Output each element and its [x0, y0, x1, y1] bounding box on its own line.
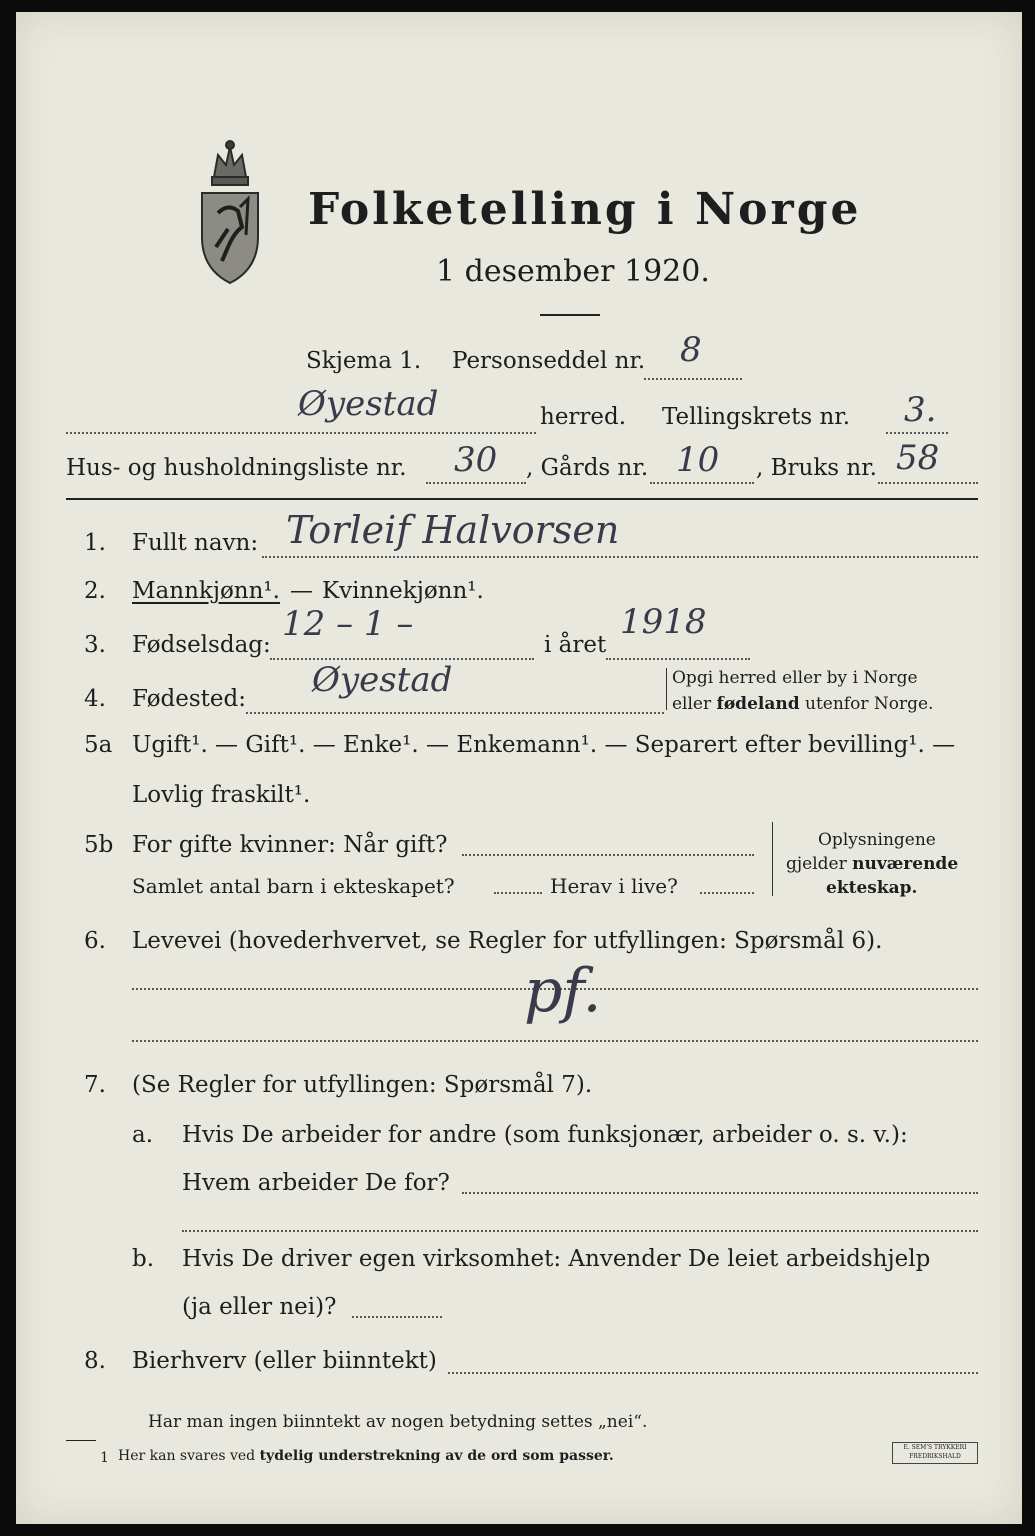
gards-value[interactable]: 10 [676, 440, 720, 480]
birth-day-value[interactable]: 12 – 1 – [282, 604, 414, 644]
bruks-value[interactable]: 58 [896, 438, 940, 478]
q7-number: 7. [84, 1072, 106, 1098]
marital-status-divorced[interactable]: Lovlig fraskilt¹. [132, 782, 311, 808]
q7b-text: Hvis De driver egen virksomhet: Anvender De leiet arbeidshjelp [182, 1246, 931, 1272]
q7-label: (Se Regler for utfyllingen: Spørsmål 7). [132, 1072, 593, 1098]
occupation-value[interactable]: pf. [524, 956, 602, 1026]
q8-number: 8. [84, 1348, 106, 1374]
female-option[interactable]: Kvinnekjønn¹. [322, 578, 484, 604]
q5a-number: 5a [84, 732, 113, 758]
q5b-note-line2: gjelder nuværende [786, 854, 959, 874]
footnote-text: Her kan svares ved tydelig understrekning av de ord som passer. [118, 1448, 614, 1464]
personseddel-value[interactable]: 8 [680, 330, 702, 370]
q3-label: Fødselsdag: [132, 632, 271, 658]
married-when-label: For gifte kvinner: Når gift? [132, 832, 448, 858]
q4-note-line2: eller fødeland utenfor Norge. [672, 694, 934, 714]
gards-label: , Gårds nr. [526, 455, 649, 481]
herred-label: herred. [540, 404, 627, 430]
q2-number: 2. [84, 578, 106, 604]
census-date: 1 desember 1920. [436, 254, 710, 289]
q1-number: 1. [84, 530, 106, 556]
coat-of-arms-icon [188, 137, 272, 287]
male-option[interactable]: Mannkjønn¹. [132, 578, 280, 604]
q7a-letter: a. [132, 1122, 154, 1148]
q7a-text: Hvis De arbeider for andre (som funksjonær, arbeider o. s. v.): [182, 1122, 908, 1148]
header-divider [66, 498, 978, 500]
q8-label: Bierhverv (eller biinntekt) [132, 1348, 437, 1374]
bruks-label: , Bruks nr. [756, 455, 877, 481]
birth-year-value[interactable]: 1918 [620, 602, 707, 642]
q7b-letter: b. [132, 1246, 155, 1272]
full-name-value[interactable]: Torleif Halvorsen [286, 508, 620, 552]
herred-value[interactable]: Øyestad [298, 384, 439, 424]
title-divider [540, 314, 600, 316]
q1-label: Fullt navn: [132, 530, 259, 556]
footer-note: Har man ingen biinntekt av nogen betydning settes „nei“. [148, 1412, 648, 1432]
hus-value[interactable]: 30 [454, 440, 498, 480]
q2-separator: — [290, 578, 313, 604]
q5b-note-line1: Oplysningene [818, 830, 936, 850]
personseddel-label: Personseddel nr. [452, 348, 646, 374]
printer-stamp: E. SEM'S TRYKKERI FREDRIKSHALD [892, 1442, 978, 1464]
birthplace-value[interactable]: Øyestad [312, 660, 453, 700]
form-title: Folketelling i Norge [308, 184, 862, 235]
q4-label: Fødested: [132, 686, 247, 712]
q4-number: 4. [84, 686, 106, 712]
children-label: Samlet antal barn i ekteskapet? [132, 874, 455, 898]
q7b-question: (ja eller nei)? [182, 1294, 337, 1320]
tellingskrets-value[interactable]: 3. [904, 390, 937, 430]
q6-number: 6. [84, 928, 106, 954]
census-form-page [16, 12, 1022, 1524]
q5b-number: 5b [84, 832, 114, 858]
q6-label: Levevei (hovederhvervet, se Regler for utfyllingen: Spørsmål 6). [132, 928, 883, 954]
hus-label: Hus- og husholdningsliste nr. [66, 455, 407, 481]
year-label: i året [544, 632, 607, 658]
footnote-number: 1 [100, 1450, 109, 1466]
q7a-question: Hvem arbeider De for? [182, 1170, 450, 1196]
alive-label: Herav i live? [550, 874, 678, 898]
q4-note-line1: Opgi herred eller by i Norge [672, 668, 918, 688]
marital-status-options[interactable]: Ugift¹. — Gift¹. — Enke¹. — Enkemann¹. — Separert efter bevilling¹. — [132, 732, 956, 758]
q3-number: 3. [84, 632, 106, 658]
q5b-note-line3: ekteskap. [826, 878, 918, 898]
schema-label: Skjema 1. [306, 348, 422, 374]
tellingskrets-label: Tellingskrets nr. [662, 404, 851, 430]
